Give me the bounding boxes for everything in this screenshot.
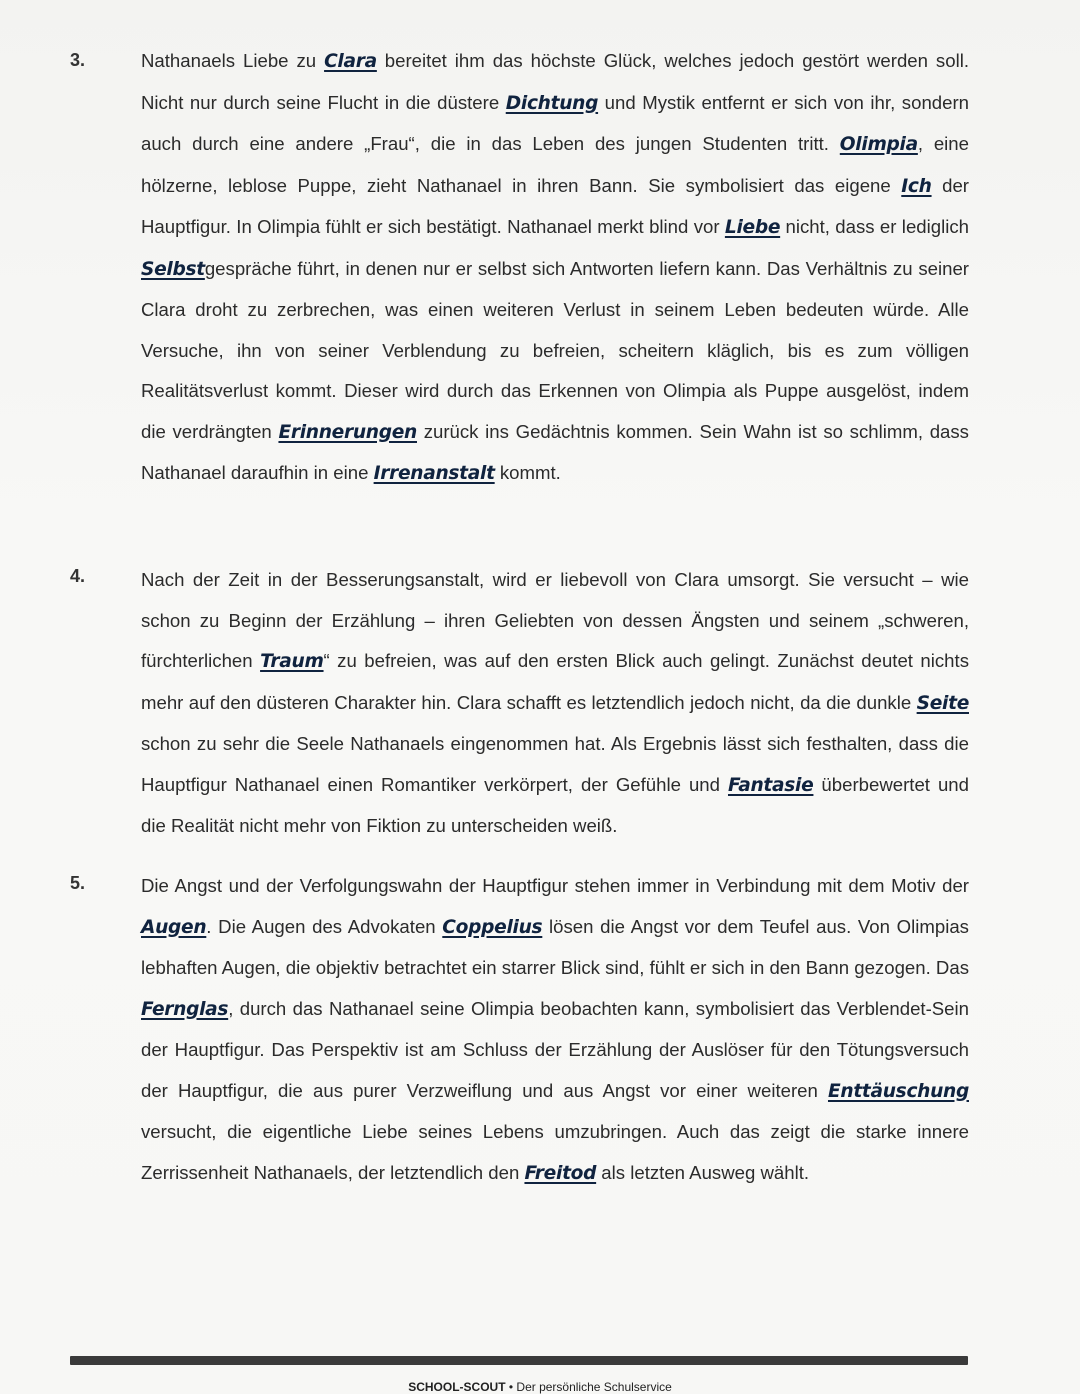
handwritten-answer: Fernglas bbox=[141, 998, 229, 1020]
printed-text: , eine hölzerne, leblose Puppe, zieht Nathanael in ihren Bann. Sie symbolisiert das eigene bbox=[141, 133, 969, 196]
printed-text: , durch das Nathanael seine Olimpia beobachten kann, symbolisiert das Verblendet-Sein der Hauptfigur. Das Perspektiv ist am Schluss der Erzählung der Auslöser für den Tötungsversuch der Hauptfigur, die aus purer Verzweiflung und aus Angst vor einer weiteren bbox=[141, 997, 969, 1101]
footer bbox=[0, 1380, 1080, 1394]
handwritten-answer: Freitod bbox=[524, 1162, 597, 1184]
handwritten-answer: Dichtung bbox=[505, 92, 599, 114]
printed-text: versucht, die eigentliche Liebe seines Lebens umzubringen. Auch das zeigt die starke innere Zerrissenheit Nathanaels, der letztendlich den bbox=[141, 1121, 969, 1183]
paragraph bbox=[141, 560, 969, 847]
paragraph bbox=[141, 866, 969, 1194]
footer-brand: SCHOOL-SCOUT bbox=[408, 1380, 506, 1394]
section-number: 5. bbox=[70, 873, 86, 893]
footer-separator: • bbox=[505, 1380, 517, 1394]
paragraph bbox=[141, 41, 969, 495]
footer-tagline: Der persönliche Schulservice bbox=[516, 1380, 672, 1394]
footer-divider bbox=[70, 1356, 968, 1365]
printed-text: zurück ins Gedächtnis kommen. Sein Wahn ist so schlimm, dass Nathanael daraufhin in eine bbox=[141, 420, 969, 483]
printed-text: nicht, dass er lediglich bbox=[780, 216, 969, 237]
section-text bbox=[141, 866, 969, 1194]
section-text bbox=[141, 41, 969, 495]
section-number: 4. bbox=[70, 566, 86, 586]
section-number: 3. bbox=[70, 50, 86, 70]
handwritten-answer: Coppelius bbox=[442, 916, 543, 938]
handwritten-answer: Augen bbox=[141, 916, 207, 938]
printed-text: lösen die Angst vor dem Teufel aus. Von Olimpias lebhaften Augen, die objektiv betrachtet ein starrer Blick sind, fühlt er sich in den Bann gezogen. Das bbox=[141, 915, 969, 978]
handwritten-answer: Fantasie bbox=[727, 774, 814, 796]
handwritten-answer: Clara bbox=[324, 51, 377, 72]
printed-text: und Mystik entfernt er sich von ihr, sondern auch durch eine andere „Frau“, die in das Leben des jungen Studenten tritt. bbox=[141, 91, 969, 154]
printed-text: als letzten Ausweg wählt. bbox=[596, 1161, 810, 1183]
printed-text: Nathanaels Liebe zu bbox=[141, 50, 325, 71]
printed-text: “ zu befreien, was auf den ersten Blick auch gelingt. Zunächst deutet nichts mehr auf den düsteren Charakter hin. Clara schafft es letztendlich jedoch nicht, da die dunkle bbox=[141, 650, 969, 713]
printed-text: bereitet ihm das höchste Glück, welches jedoch gestört werden soll. Nicht nur durch seine Flucht in die düstere bbox=[141, 50, 970, 113]
printed-text: überbewertet und die Realität nicht mehr von Fiktion zu unterscheiden weiß. bbox=[141, 773, 969, 836]
handwritten-answer: Traum bbox=[260, 651, 324, 672]
handwritten-answer: Liebe bbox=[724, 217, 781, 238]
handwritten-answer: Seite bbox=[916, 692, 969, 714]
printed-text: Nach der Zeit in der Besserungsanstalt, wird er liebevoll von Clara umsorgt. Sie versucht – wie schon zu Beginn der Erzählung – ihren Geliebten von dessen Ängsten und seinem „schweren, fürchterlichen bbox=[141, 569, 969, 671]
printed-text: der Hauptfigur. In Olimpia fühlt er sich bestätigt. Nathanael merkt blind vor bbox=[141, 174, 969, 237]
printed-text: Die Angst und der Verfolgungswahn der Hauptfigur stehen immer in Verbindung mit dem Motiv der bbox=[141, 875, 969, 896]
printed-text: . Die Augen des Advokaten bbox=[206, 915, 443, 937]
handwritten-answer: Ich bbox=[901, 175, 932, 197]
section-text bbox=[141, 560, 969, 847]
handwritten-answer: Enttäuschung bbox=[827, 1080, 969, 1102]
handwritten-answer: Selbst bbox=[141, 258, 205, 280]
printed-text: schon zu sehr die Seele Nathanaels eingenommen hat. Als Ergebnis lässt sich festhalten, dass die Hauptfigur Nathanael einen Romantiker verkörpert, der Gefühle und bbox=[141, 733, 969, 795]
handwritten-answer: Olimpia bbox=[839, 134, 918, 155]
handwritten-answer: Erinnerungen bbox=[278, 421, 417, 443]
printed-text: gespräche führt, in denen nur er selbst sich Antworten liefern kann. Das Verhältnis zu seiner Clara droht zu zerbrechen, was einen weiteren Verlust in seinem Leben bedeuten würde. Alle Versuche, ihn von seiner Verblendung zu befreien, scheitern kläglich, bis es zum völligen Realitätsverlust kommt. Dieser wird durch das Erkennen von Olimpia als Puppe ausgelöst, indem die verdrängten bbox=[141, 257, 969, 442]
handwritten-answer: Irrenanstalt bbox=[373, 463, 495, 484]
printed-text: kommt. bbox=[494, 462, 561, 483]
